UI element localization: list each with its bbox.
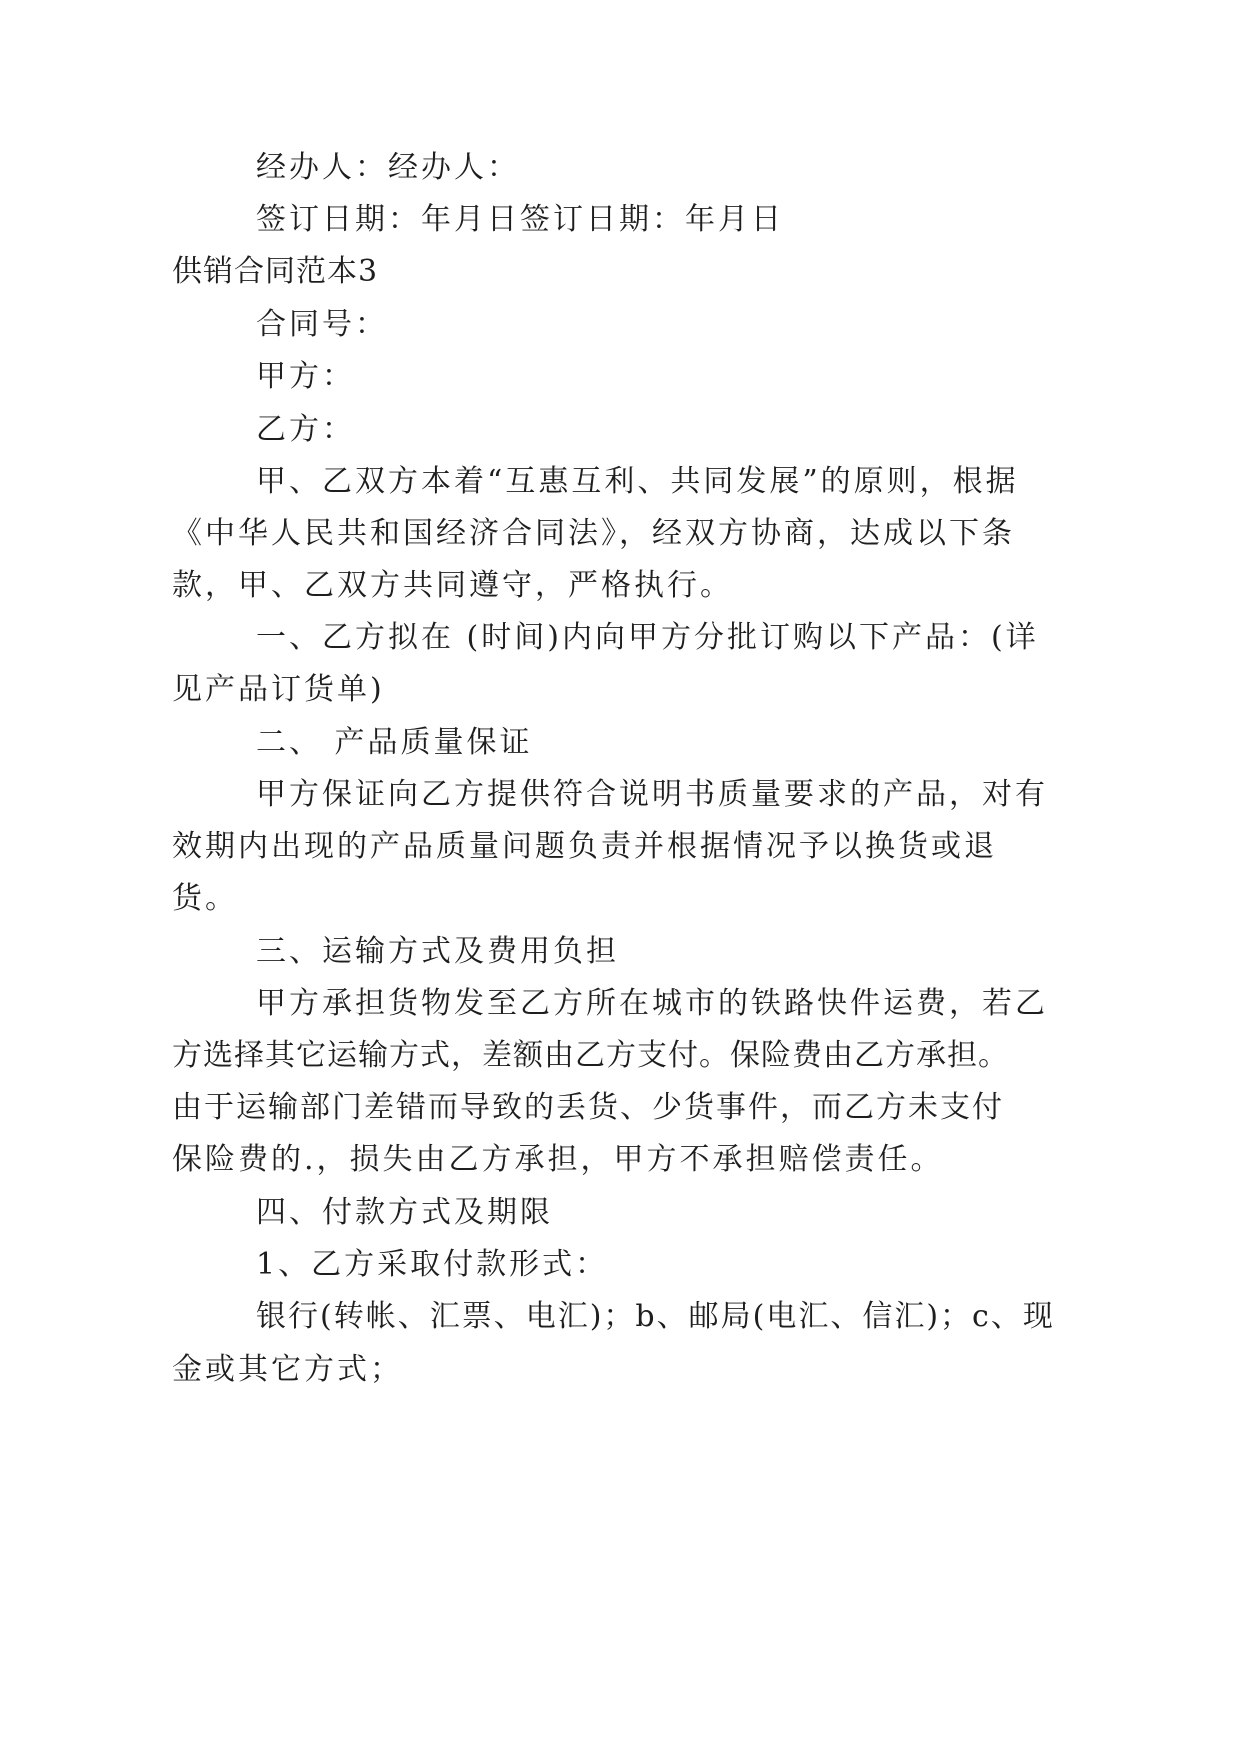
clause-3-line-3: 由于运输部门差错而导致的丢货、少货事件，而乙方未支付 [172,1090,1004,1125]
clause-3-heading: 三、运输方式及费用负担 [256,934,619,969]
clause-4-item-1: 1、乙方采取付款形式： [256,1247,609,1282]
clause-4-heading: 四、付款方式及期限 [256,1195,553,1230]
preamble-line-1: 甲、乙双方本着“互惠互利、共同发展”的原则，根据 [256,464,1019,499]
section-title: 供销合同范本3 [172,254,379,289]
preamble-line-2: 《中华人民共和国经济合同法》，经双方协商，达成以下条 [172,516,1015,551]
preamble-line-3: 款，甲、乙双方共同遵守，严格执行。 [172,568,733,603]
clause-2-line-3: 货。 [172,881,238,916]
contract-number-line: 合同号： [256,307,388,342]
clause-2-line-1: 甲方保证向乙方提供符合说明书质量要求的产品，对有 [256,777,1048,812]
signing-date-line: 签订日期：年月日签订日期：年月日 [256,202,784,237]
clause-2-line-2: 效期内出现的产品质量问题负责并根据情况予以换货或退 [172,829,997,864]
clause-3-line-2: 方选择其它运输方式，差额由乙方支付。保险费由乙方承担。 [172,1038,1009,1073]
clause-3-line-1: 甲方承担货物发至乙方所在城市的铁路快件运费，若乙 [256,986,1048,1021]
party-a-line: 甲方： [256,359,355,394]
agent-signature-line: 经办人：经办人： [256,150,520,185]
clause-4-line-2: 金或其它方式； [172,1352,403,1387]
party-b-line: 乙方： [256,412,355,447]
clause-4-line-1: 银行(转帐、汇票、电汇)；b、邮局(电汇、信汇)；c、现 [256,1299,1055,1334]
clause-1-line-1: 一、乙方拟在 (时间)内向甲方分批订购以下产品：(详 [256,620,1039,655]
clause-1-line-2: 见产品订货单) [172,672,385,707]
clause-3-line-4: 保险费的.，损失由乙方承担，甲方不承担赔偿责任。 [172,1142,944,1177]
clause-2-heading: 二、 产品质量保证 [256,725,533,760]
